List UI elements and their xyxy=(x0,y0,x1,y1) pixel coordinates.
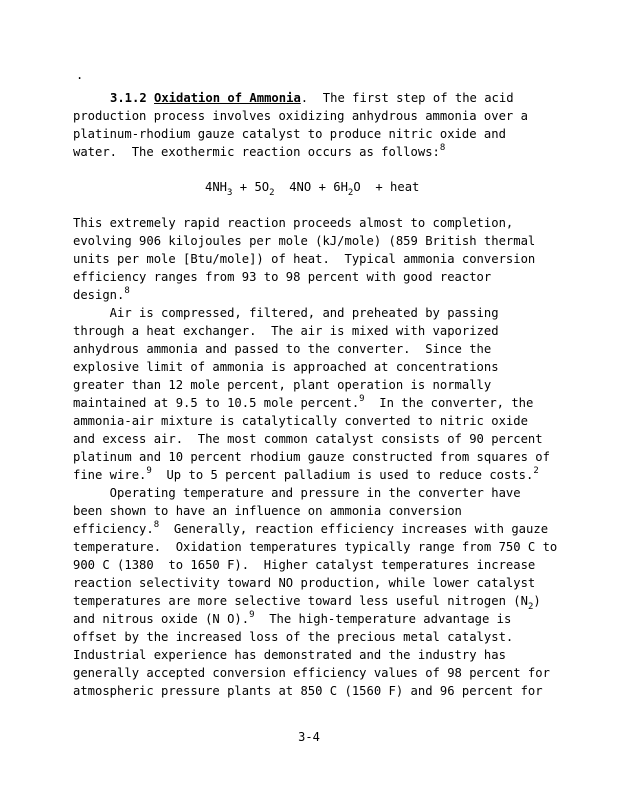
section-heading-line xyxy=(110,89,550,107)
body-line: platinum and 10 percent rhodium gauze constructed from squares of xyxy=(73,450,550,464)
body-line: anhydrous ammonia and passed to the converter. Since the xyxy=(73,342,492,356)
body-line: explosive limit of ammonia is approached at concentrations xyxy=(73,360,499,374)
body-line: platinum-rhodium gauze catalyst to produce nitric oxide and xyxy=(73,127,506,141)
reference-marker: 9 xyxy=(359,394,365,404)
body-line: ammonia-air mixture is catalytically converted to nitric oxide xyxy=(73,414,528,428)
body-line: Industrial experience has demonstrated and the industry has xyxy=(73,648,506,662)
section-number: 3.1.2 xyxy=(110,91,147,105)
body-line: Operating temperature and pressure in the converter have xyxy=(73,486,521,500)
body-line: efficiency.$^8$ Generally, reaction efficiency increases with gauze xyxy=(73,520,549,536)
body-line: This extremely rapid reaction proceeds almost to completion, xyxy=(73,216,514,230)
body-line: units per mole [Btu/mole]) of heat. Typical ammonia conversion xyxy=(73,252,536,266)
body-line: and nitrous oxide (N O).$^9$ The high-temperature advantage is xyxy=(73,610,512,626)
section-title: Oxidation of Ammonia xyxy=(154,91,301,105)
body-line: 900 C (1380 to 1650 F). Higher catalyst temperatures increase xyxy=(73,558,536,572)
body-line: design.$^8$ xyxy=(73,286,130,302)
body-line: efficiency ranges from 93 to 98 percent with good reactor xyxy=(73,270,492,284)
body-line: reaction selectivity toward NO production, while lower catalyst xyxy=(73,576,536,590)
reference-marker: 2 xyxy=(533,466,539,476)
body-line: maintained at 9.5 to 10.5 mole percent.$^9$ In the converter, the xyxy=(73,394,534,410)
reference-marker: 8 xyxy=(153,520,160,530)
page-number: 3-4 xyxy=(298,730,320,744)
body-line: production process involves oxidizing anhydrous ammonia over a xyxy=(73,109,528,123)
body-line: greater than 12 mole percent, plant operation is normally xyxy=(73,378,492,392)
stray-mark: . xyxy=(76,68,84,82)
body-line: through a heat exchanger. The air is mixed with vaporized xyxy=(73,324,499,338)
reference-marker: 8 xyxy=(124,286,130,296)
body-line: offset by the increased loss of the precious metal catalyst. xyxy=(73,630,514,644)
body-line: and excess air. The most common catalyst consists of 90 percent xyxy=(73,432,543,446)
body-line: temperatures are more selective toward less useful nitrogen $(N_2)$ xyxy=(73,594,541,612)
reaction-equation: $4NH_3 + 5O_2$ $4NO + 6H_2O$ + heat xyxy=(205,180,420,198)
body-line: atmospheric pressure plants at 850 C (1560 F) and 96 percent for xyxy=(73,684,543,698)
reference-marker: 8 xyxy=(439,143,446,153)
body-line: Air is compressed, filtered, and preheated by passing xyxy=(73,306,499,320)
body-line: water. The exothermic reaction occurs as follows:$^8$ xyxy=(73,143,446,159)
section-heading-tail: . The first step of the acid xyxy=(300,91,514,105)
reference-marker: 9 xyxy=(249,610,255,620)
reference-marker: 9 xyxy=(146,466,152,476)
body-line: temperature. Oxidation temperatures typically range from 750 C to xyxy=(73,540,558,554)
body-line: fine wire.$^9$ Up to 5 percent palladium is used to reduce costs.$^2$ xyxy=(73,466,539,482)
body-line: evolving 906 kilojoules per mole (kJ/mole) (859 British thermal xyxy=(73,234,536,248)
body-line: generally accepted conversion efficiency values of 98 percent for xyxy=(73,666,550,680)
body-line: been shown to have an influence on ammonia conversion xyxy=(73,504,462,518)
